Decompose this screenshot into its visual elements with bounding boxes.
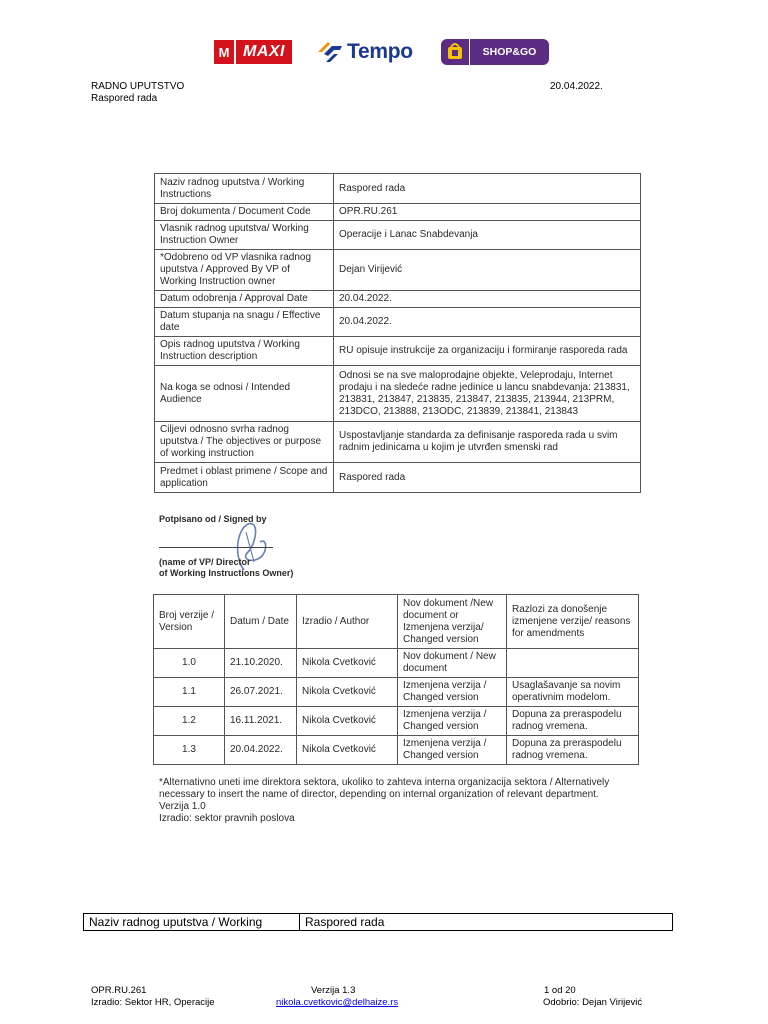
maxi-logo xyxy=(214,40,292,64)
info-row-value: Odnosi se na sve maloprodajne objekte, Veleprodaju, Internet prodaju i na sledeće radne jedinice u lancu snabdevanja: 213831, 213831, 213847, 213835, 213847, 213835, 213944, 213PRM, 213DCO, 213888, 213ODC, 213839, 213841, 213843 xyxy=(334,366,641,422)
version-date: 16.11.2021. xyxy=(225,707,297,736)
info-row-label: Naziv radnog uputstva / Working Instructions xyxy=(155,174,334,204)
version-header-reasons: Razlozi za donošenje izmenjene verzije/ reasons for amendments xyxy=(507,595,639,649)
version-number: 1.1 xyxy=(154,678,225,707)
version-doc-type: Izmenjena verzija / Changed version xyxy=(398,678,507,707)
version-reason: Usaglašavanje sa novim operativnim modelom. xyxy=(507,678,639,707)
signed-by-label: Potpisano od / Signed by xyxy=(159,514,267,524)
bottom-title-bar xyxy=(83,913,673,931)
version-number: 1.2 xyxy=(154,707,225,736)
version-table-header-row xyxy=(154,595,639,649)
version-number: 1.3 xyxy=(154,736,225,765)
shopgo-logo xyxy=(441,39,549,65)
version-header-doc-type: Nov dokument /New document or Izmenjena verzija/ Changed version xyxy=(398,595,507,649)
info-row-value: Dejan Virijević xyxy=(334,250,641,291)
version-reason xyxy=(507,649,639,678)
maxi-logo-icon: M xyxy=(214,40,236,64)
footer-email-link[interactable]: nikola.cvetkovic@delhaize.rs xyxy=(276,997,399,1008)
info-row-value: Raspored rada xyxy=(334,174,641,204)
note-line-2: necessary to insert the name of director, depending on internal organization of relevant department. xyxy=(159,789,599,800)
signer-name-line-1: (name of VP/ Director xyxy=(159,557,251,567)
info-table-row xyxy=(155,463,641,493)
shopgo-bag-icon xyxy=(441,39,469,65)
info-row-value: OPR.RU.261 xyxy=(334,204,641,221)
info-row-label: Na koga se odnosi / Intended Audience xyxy=(155,366,334,422)
version-author: Nikola Cvetković xyxy=(297,649,398,678)
version-number: 1.0 xyxy=(154,649,225,678)
signature-line xyxy=(159,547,273,548)
version-table-row xyxy=(154,649,639,678)
version-table-row xyxy=(154,678,639,707)
info-row-value: 20.04.2022. xyxy=(334,291,641,308)
info-row-value: Raspored rada xyxy=(334,463,641,493)
version-table-row xyxy=(154,707,639,736)
version-doc-type: Nov dokument / New document xyxy=(398,649,507,678)
footer-doc-code: OPR.RU.261 xyxy=(91,985,147,996)
version-header-date: Datum / Date xyxy=(225,595,297,649)
tempo-logo xyxy=(316,40,413,64)
shopgo-logo-text: SHOP&GO xyxy=(470,39,549,65)
version-date: 21.10.2020. xyxy=(225,649,297,678)
info-row-label: Predmet i oblast primene / Scope and application xyxy=(155,463,334,493)
signer-name-line-2: of Working Instructions Owner) xyxy=(159,568,294,578)
tempo-logo-text: Tempo xyxy=(347,40,413,63)
version-doc-type: Izmenjena verzija / Changed version xyxy=(398,736,507,765)
bottom-bar-label: Naziv radnog uputstva / Working xyxy=(84,914,300,930)
version-author: Nikola Cvetković xyxy=(297,678,398,707)
version-author: Nikola Cvetković xyxy=(297,736,398,765)
document-info-table xyxy=(154,173,641,493)
doc-subtitle: Raspored rada xyxy=(91,93,158,104)
info-table-row xyxy=(155,250,641,291)
info-row-value: Uspostavljanje standarda za definisanje rasporeda rada u svim radnim jedinicama u kojim je utvrđen smenski rad xyxy=(334,422,641,463)
info-table-row xyxy=(155,308,641,337)
footer-email-wrap xyxy=(276,997,398,1009)
footer-author: Izradio: Sektor HR, Operacije xyxy=(91,997,215,1008)
info-table-row xyxy=(155,204,641,221)
version-history-table xyxy=(153,594,639,765)
info-row-label: Vlasnik radnog uputstva/ Working Instruction Owner xyxy=(155,221,334,250)
version-author: Nikola Cvetković xyxy=(297,707,398,736)
info-table-row xyxy=(155,174,641,204)
info-row-label: Datum stupanja na snagu / Effective date xyxy=(155,308,334,337)
note-line-1: *Alternativno uneti ime direktora sektora, ukoliko to zahteva interna organizacija sektora / Alternatively xyxy=(159,777,610,788)
info-row-label: Broj dokumenta / Document Code xyxy=(155,204,334,221)
info-table-row xyxy=(155,221,641,250)
info-row-label: *Odobreno od VP vlasnika radnog uputstva / Approved By VP of Working Instruction owner xyxy=(155,250,334,291)
version-table-row xyxy=(154,736,639,765)
info-table-row xyxy=(155,291,641,308)
version-date: 26.07.2021. xyxy=(225,678,297,707)
info-row-label: Datum odobrenja / Approval Date xyxy=(155,291,334,308)
info-table-row xyxy=(155,366,641,422)
version-reason: Dopuna za preraspodelu radnog vremena. xyxy=(507,736,639,765)
note-line-4: Izradio: sektor pravnih poslova xyxy=(159,813,295,824)
version-doc-type: Izmenjena verzija / Changed version xyxy=(398,707,507,736)
info-table-row xyxy=(155,337,641,366)
doc-type: RADNO UPUTSTVO xyxy=(91,81,185,92)
footer-approved-by: Odobrio: Dejan Virijević xyxy=(543,997,643,1008)
footer-version: Verzija 1.3 xyxy=(311,985,356,996)
bottom-bar-value: Raspored rada xyxy=(305,915,385,929)
version-header-author: Izradio / Author xyxy=(297,595,398,649)
info-row-label: Opis radnog uputstva / Working Instruction description xyxy=(155,337,334,366)
info-row-value: 20.04.2022. xyxy=(334,308,641,337)
footer-page-number: 1 od 20 xyxy=(544,985,576,996)
info-row-value: RU opisuje instrukcije za organizaciju i formiranje rasporeda rada xyxy=(334,337,641,366)
info-row-label: Ciljevi odnosno svrha radnog uputstva / The objectives or purpose of working instruction xyxy=(155,422,334,463)
info-row-value: Operacije i Lanac Snabdevanja xyxy=(334,221,641,250)
version-reason: Dopuna za preraspodelu radnog vremena. xyxy=(507,707,639,736)
version-header-version: Broj verzije / Version xyxy=(154,595,225,649)
maxi-logo-text: MAXI xyxy=(236,40,292,64)
version-date: 20.04.2022. xyxy=(225,736,297,765)
header-date: 20.04.2022. xyxy=(550,81,603,92)
note-line-3: Verzija 1.0 xyxy=(159,801,206,812)
info-table-row xyxy=(155,422,641,463)
tempo-mark-icon xyxy=(316,40,344,64)
